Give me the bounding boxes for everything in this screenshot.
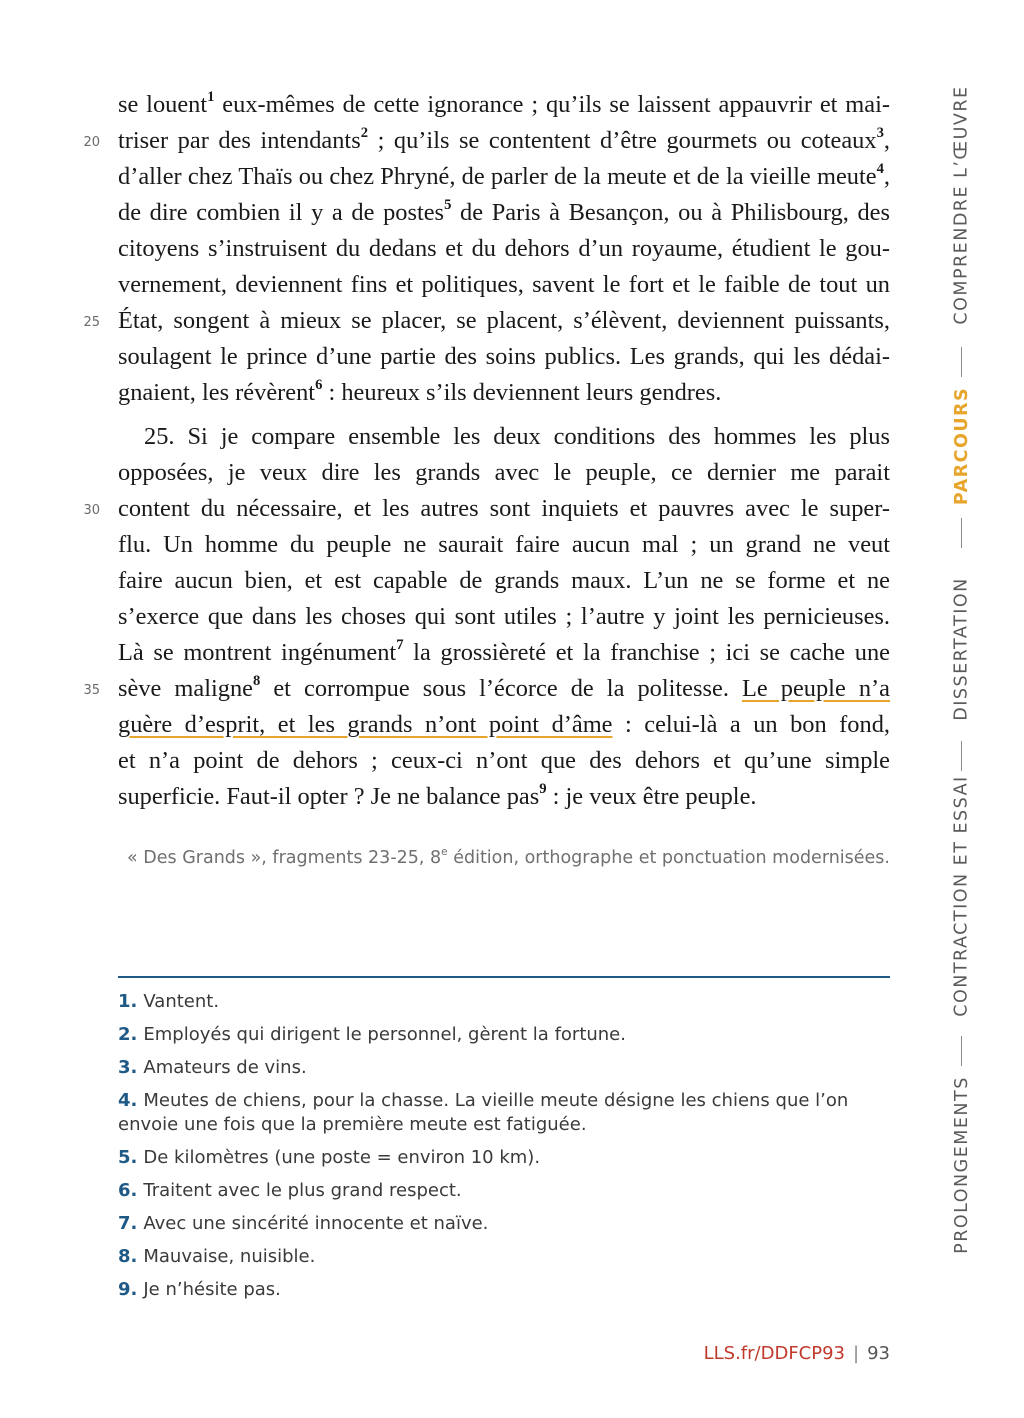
footnote-divider <box>118 976 890 978</box>
text-line: sève maligne$^8$ et corrompue sous l’écorce de la politesse. Le peuple n’a <box>118 672 890 702</box>
tab-dissertation[interactable]: DISSERTATION <box>952 577 972 721</box>
footnote-item: 2. Employés qui dirigent le personnel, gèrent la fortune. <box>118 1024 626 1045</box>
text-line: opposées, je veux dire les grands avec le peuple, ce dernier me parait <box>118 459 890 486</box>
footnote-item: 3. Amateurs de vins. <box>118 1057 307 1078</box>
text-line: Là se montrent ingénument$^7$ la grossièreté et la franchise ; ici se cache une <box>118 636 890 666</box>
tab-divider <box>961 1036 962 1066</box>
footnote-item: 9. Je n’hésite pas. <box>118 1279 281 1300</box>
page-footer <box>704 1343 890 1364</box>
line-number: 30 <box>83 503 100 518</box>
paragraph-25 <box>118 419 890 815</box>
footnote-item: 7. Avec une sincérité innocente et naïve. <box>118 1213 489 1234</box>
footnote-item: 1. Vantent. <box>118 991 220 1012</box>
line-number: 35 <box>83 683 100 698</box>
text-line: content du nécessaire, et les autres sont inquiets et pauvres avec le super- <box>118 495 890 522</box>
text-line: flu. Un homme du peuple ne saurait faire aucun mal ; un grand ne veut <box>118 531 890 558</box>
footer-separator: | <box>853 1343 860 1364</box>
section-sidebar <box>940 70 984 1270</box>
line-number: 25 <box>83 315 100 330</box>
text-line: 25. Si je compare ensemble les deux conditions des hommes les plus <box>144 423 890 450</box>
tab-comprendre-oeuvre[interactable]: COMPRENDRE L’ŒUVRE <box>952 85 972 325</box>
text-line: soulagent le prince d’une partie des soins publics. Les grands, qui les dédai- <box>118 343 890 370</box>
footnote-item: 8. Mauvaise, nuisible. <box>118 1246 316 1267</box>
tab-prolongements[interactable]: PROLONGEMENTS <box>952 1076 972 1254</box>
body-text <box>118 87 890 411</box>
text-line: vernement, deviennent fins et politiques, savent le fort et le faible de tout un <box>118 271 890 298</box>
text-line: de dire combien il y a de postes$^5$ de Paris à Besançon, ou à Philisbourg, des <box>118 196 891 226</box>
text-line: guère d’esprit, et les grands n’ont point d’âme : celui-là a un bon fond, <box>118 711 890 738</box>
highlighted-quote: guère d’esprit, et les grands n’ont point d’âme <box>118 711 613 738</box>
page-number: 93 <box>867 1343 890 1364</box>
tab-divider <box>961 518 962 548</box>
text-line: et n’a point de dehors ; ceux-ci n’ont que des dehors et qu’une simple <box>118 747 890 774</box>
line-number: 20 <box>83 135 100 150</box>
source-citation: « Des Grands », fragments 23-25, 8e édition, orthographe et ponctuation modernisées. <box>127 845 890 868</box>
footnote-item: 4. Meutes de chiens, pour la chasse. La vieille meute désigne les chiens que l’on envoie une fois que la première meute est fatiguée. <box>118 1090 849 1135</box>
text-line: faire aucun bien, et est capable de grands maux. L’un ne se forme et ne <box>118 567 890 594</box>
resource-link[interactable]: LLS.fr/DDFCP93 <box>703 1343 846 1364</box>
tab-parcours[interactable]: PARCOURS <box>952 386 972 506</box>
text-line: gnaient, les révèrent$^6$ : heureux s’ils deviennent leurs gendres. <box>118 376 722 406</box>
tab-contraction-essai[interactable]: CONTRACTION ET ESSAI <box>952 775 972 1017</box>
text-line: d’aller chez Thaïs ou chez Phryné, de parler de la meute et de la vieille meute$^4$, <box>118 160 890 190</box>
highlighted-quote: Le peuple n’a <box>741 675 890 702</box>
text-line: superficie. Faut-il opter ? Je ne balance pas$^9$ : je veux être peuple. <box>118 780 757 810</box>
tab-divider <box>961 741 962 771</box>
footnotes <box>118 990 890 1311</box>
text-line: se louent$^1$ eux-mêmes de cette ignorance ; qu’ils se laissent appauvrir et mai- <box>118 88 890 118</box>
footnote-item: 5. De kilomètres (une poste = environ 10 km). <box>118 1147 541 1168</box>
tab-divider <box>961 347 962 377</box>
text-line: triser par des intendants$^2$ ; qu’ils se contentent d’être gourmets ou coteaux$^3$, <box>118 124 890 154</box>
text-line: citoyens s’instruisent du dedans et du dehors d’un royaume, étudient le gou- <box>118 235 890 262</box>
text-line: s’exerce que dans les choses qui sont utiles ; l’autre y joint les pernicieuses. <box>118 603 890 630</box>
footnote-item: 6. Traitent avec le plus grand respect. <box>118 1180 462 1201</box>
text-line: État, songent à mieux se placer, se placent, s’élèvent, deviennent puissants, <box>118 307 890 334</box>
